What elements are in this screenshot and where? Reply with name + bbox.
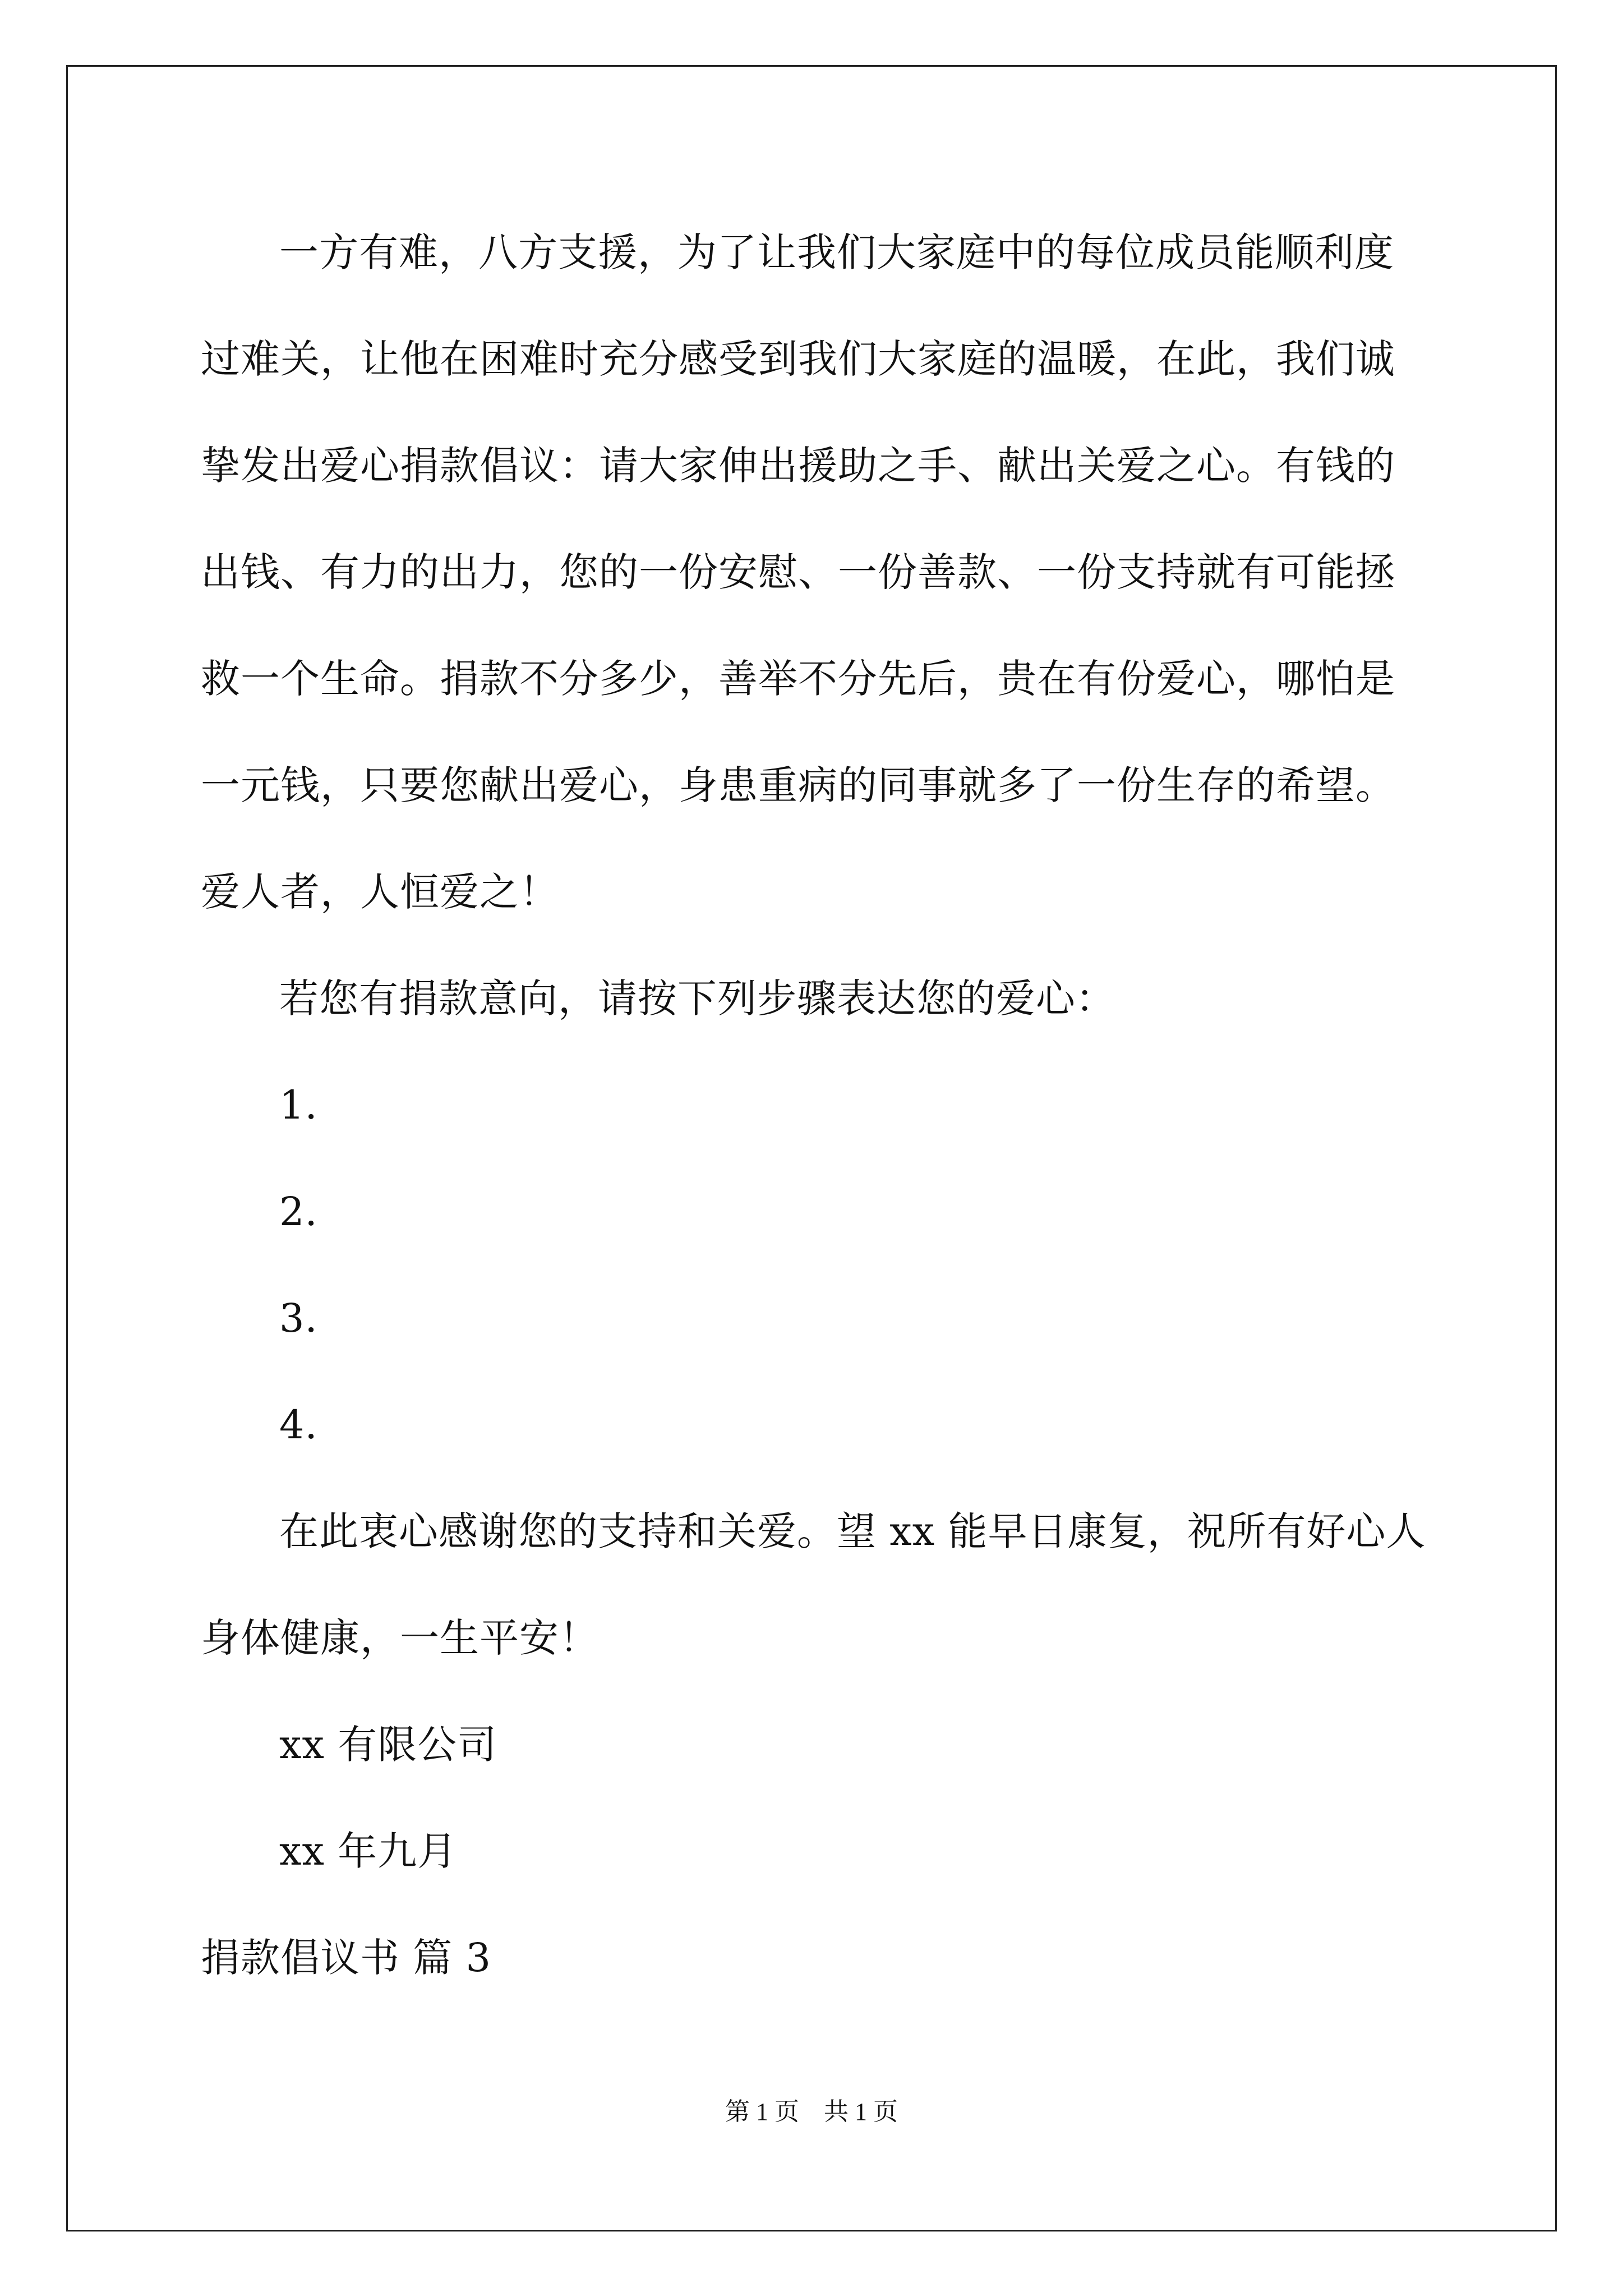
instruction-paragraph: 若您有捐款意向，请按下列步骤表达您的爱心： [279,976,1115,1022]
paragraph-line: 过难关，让他在困难时充分感受到我们大家庭的温暖，在此，我们诚 [201,336,1395,382]
signature-company: xx 有限公司 [279,1722,497,1768]
paragraph-line: 救一个生命。捐款不分多少，善举不分先后，贵在有份爱心，哪怕是 [201,656,1395,702]
list-item: 1. [279,1082,318,1128]
signature-date: xx 年九月 [279,1828,458,1874]
paragraph-line: 一方有难，八方支援，为了让我们大家庭中的每位成员能顺利度 [279,229,1394,275]
paragraph-line: 身体健康，一生平安！ [201,1615,599,1661]
page-footer: 第 1 页 共 1 页 [725,2098,898,2125]
list-item: 4. [279,1402,318,1448]
paragraph-line: 在此衷心感谢您的支持和关爱。望 xx 能早日康复，祝所有好心人 [279,1508,1426,1554]
list-item: 2. [279,1189,318,1235]
paragraph-line: 挚发出爱心捐款倡议：请大家伸出援助之手、献出关爱之心。有钱的 [201,443,1395,489]
list-item: 3. [279,1295,318,1341]
paragraph-line: 出钱、有力的出力，您的一份安慰、一份善款、一份支持就有可能拯 [201,549,1395,595]
paragraph-line: 一元钱，只要您献出爱心，身患重病的同事就多了一份生存的希望。 [201,762,1395,808]
section-heading: 捐款倡议书 篇 3 [201,1935,492,1981]
paragraph-line: 爱人者，人恒爱之！ [201,869,559,915]
